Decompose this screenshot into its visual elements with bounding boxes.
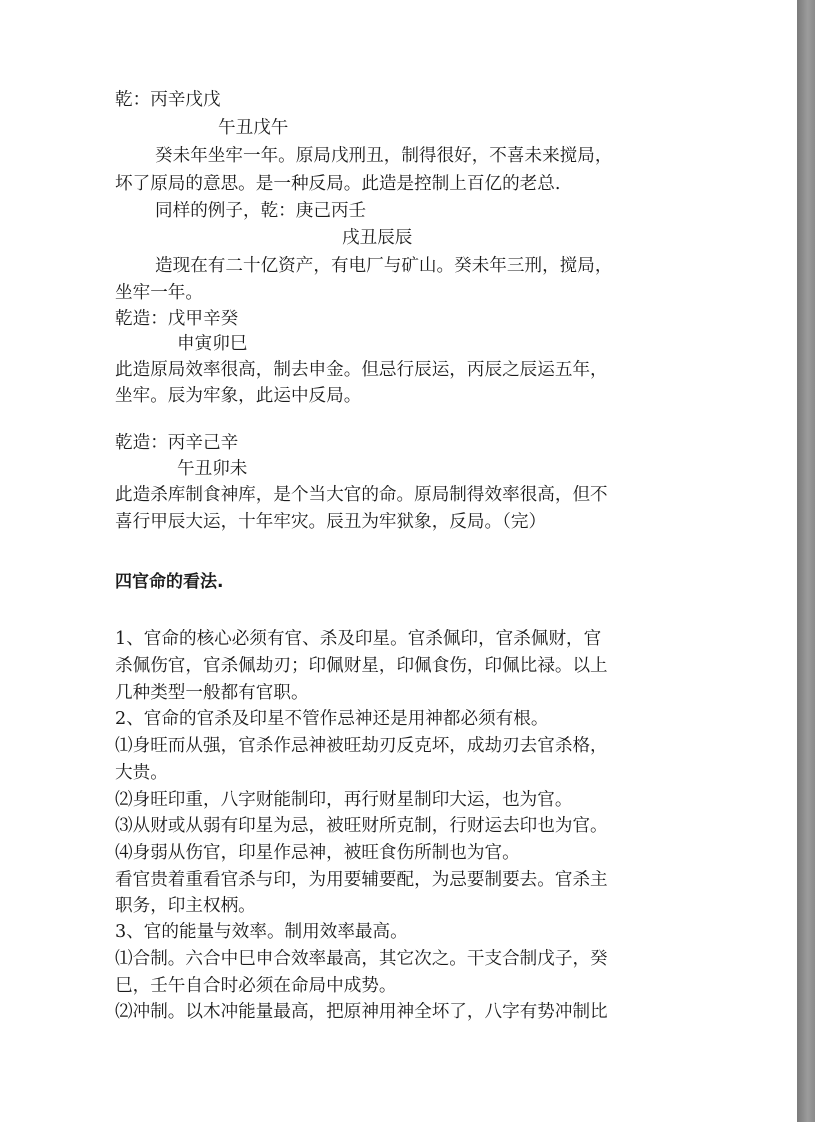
text-line: ⑵身旺印重，八字财能制印，再行财星制印大运，也为官。 [115, 790, 573, 810]
text-line: 大贵。 [115, 763, 168, 783]
text-line: ⑵冲制。以木冲能量最高，把原神用神全坏了，八字有势冲制比 [115, 1002, 608, 1022]
text-line: 1、官命的核心必须有官、杀及印星。官杀佩印，官杀佩财，官 [115, 629, 602, 649]
text-line: ⑴身旺而从强，官杀作忌神被旺劫刃反克坏，成劫刃去官杀格， [115, 736, 608, 756]
text-line: 乾：丙辛戊戊 [115, 90, 221, 110]
text-line: 3、官的能量与效率。制用效率最高。 [115, 922, 408, 942]
text-line: 巳，壬午自合时必须在命局中成势。 [115, 976, 397, 996]
text-line: ⑴合制。六合中巳申合效率最高，其它次之。干支合制戊子，癸 [115, 949, 608, 969]
text-line: ⑷身弱从伤官，印星作忌神，被旺食伤所制也为官。 [115, 843, 520, 863]
text-line: 看官贵着重看官杀与印，为用要辅要配，为忌要制要去。官杀主 [115, 870, 608, 890]
text-line: 坏了原局的意思。是一种反局。此造是控制上百亿的老总. [115, 174, 561, 194]
text-line: 戌丑辰辰 [342, 228, 413, 248]
text-line: 午丑卯未 [177, 459, 248, 479]
text-line: 申寅卯巳 [177, 334, 248, 354]
text-line: 此造杀库制食神库，是个当大官的命。原局制得效率很高，但不 [115, 485, 608, 505]
section-heading: 四官命的看法. [115, 572, 224, 592]
text-line: 乾造：丙辛己辛 [115, 433, 239, 453]
text-line: 午丑戊午 [218, 118, 289, 138]
text-line: 喜行甲辰大运，十年牢灾。辰丑为牢狱象，反局。（完） [115, 512, 547, 532]
text-line: 几种类型一般都有官职。 [115, 683, 309, 703]
text-line: 杀佩伤官，官杀佩劫刃；印佩财星，印佩食伤，印佩比禄。以上 [115, 656, 608, 676]
text-line: 坐牢一年。 [115, 283, 203, 303]
text-line: 癸未年坐牢一年。原局戊刑丑，制得很好，不喜未来搅局， [155, 146, 613, 166]
text-line: 此造原局效率很高，制去申金。但忌行辰运，丙辰之辰运五年， [115, 360, 608, 380]
text-line: 职务，印主权柄。 [115, 896, 256, 916]
text-line: 2、官命的官杀及印星不管作忌神还是用神都必须有根。 [115, 709, 549, 729]
text-line: ⑶从财或从弱有印星为忌，被旺财所克制，行财运去印也为官。 [115, 816, 608, 836]
text-line: 坐牢。辰为牢象，此运中反局。 [115, 386, 362, 406]
vertical-scrollbar[interactable] [797, 0, 815, 1122]
text-line: 同样的例子，乾：庚己丙壬 [155, 201, 367, 221]
text-line: 乾造：戊甲辛癸 [115, 309, 239, 329]
text-line: 造现在有二十亿资产，有电厂与矿山。癸未年三刑，搅局， [155, 256, 613, 276]
